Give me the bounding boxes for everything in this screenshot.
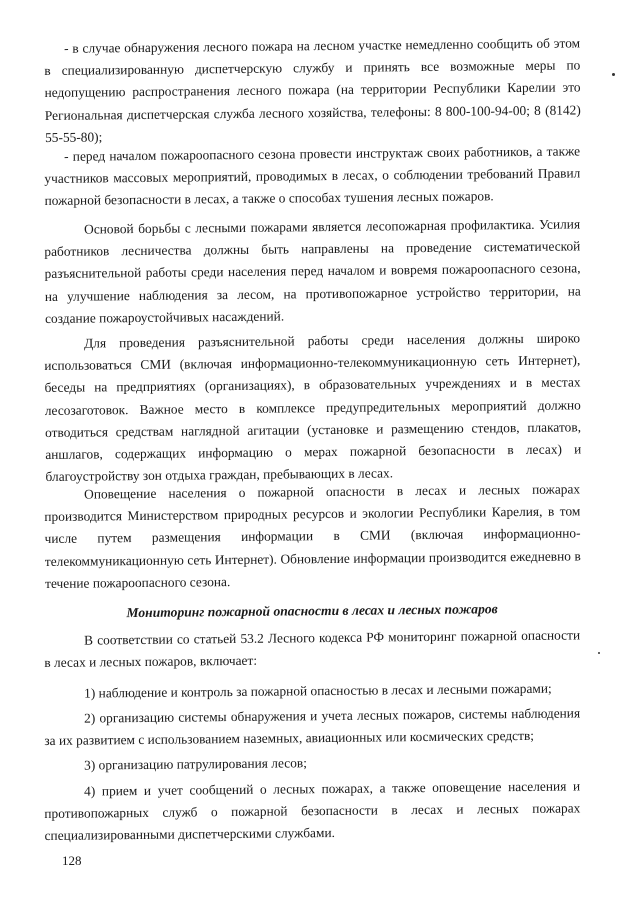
page-number: 128 (62, 853, 82, 868)
paragraph-2: - перед началом пожароопасного сезона провести инструктаж своих работников, а также участников массовых мероприятий, проводимых в лесах, о соблюдении требований Правил пожарной безопасности в лесах, а также о способах тушения лесных пожаров. (44, 143, 581, 209)
section-heading: Мониторинг пожарной опасности в лесах и лесных пожаров (126, 601, 498, 621)
list-item-1: 1) наблюдение и контроль за пожарной опасностью в лесах и лесными пожарами; (84, 680, 552, 701)
paragraph-1: - в случае обнаружения лесного пожара на лесном участке немедленно сообщить об этом в специализированную диспетчерскую службу и принять все возможные меры по недопущению распространения лесного пожара (на территории Республики Карелии это Региональная диспетчерская служба лесного хозяйства, телефоны: 8 800-100-94-00; 8 (8142) 55-55-80); (44, 35, 581, 145)
list-item-2: 2) организацию системы обнаружения и учета лесных пожаров, системы наблюдения за их развитием с использованием наземных, авиационных или космических средств; (44, 705, 581, 749)
list-item-3: 3) организацию патрулирования лесов; (84, 755, 307, 773)
paragraph-6: В соответствии со статьей 53.2 Лесного кодекса РФ мониторинг пожарной опасности в лесах и лесных пожаров, включает: (44, 627, 581, 671)
scan-speck (598, 652, 600, 654)
paragraph-3: Основой борьбы с лесными пожарами является лесопожарная профилактика. Усилия работников лесничества должны быть направлены на проведение систематической разъяснительной работы среди населения перед началом и вовремя пожароопасного сезона, на улучшение наблюдения за лесом, на противопожарное устройство территории, на создание пожароустойчивых насаждений. (44, 216, 581, 326)
list-item-4: 4) прием и учет сообщений о лесных пожарах, а также оповещение населения и противопожарных служб о пожарной безопасности в лесах и лесных пожарах специализированными диспетчерскими службами. (44, 778, 581, 844)
paragraph-4: Для проведения разъяснительной работы среди населения должны широко использоваться СМИ (включая информационно-телекоммуникационную сеть Интернет), беседы на предприятиях (организациях), в образовательных учреждениях и в местах лесозаготовок. Важное место в комплексе предупредительных мероприятий должно отводиться средствам наглядной агитации (установке и размещению стендов, плакатов, аншлагов, содержащих информацию о мерах пожарной безопасности в лесах) и благоустройству зон отдыха граждан, пребывающих в лесах. (44, 330, 582, 485)
scan-speck (612, 73, 615, 76)
paragraph-5: Оповещение населения о пожарной опасности в лесах и лесных пожарах производится Министерством природных ресурсов и экологии Республики Карелия, в том числе путем размещения информации в СМИ (включая информационно-телекоммуникационную сеть Интернет). Обновление информации производится ежедневно в течение пожароопасного сезона. (44, 481, 581, 591)
